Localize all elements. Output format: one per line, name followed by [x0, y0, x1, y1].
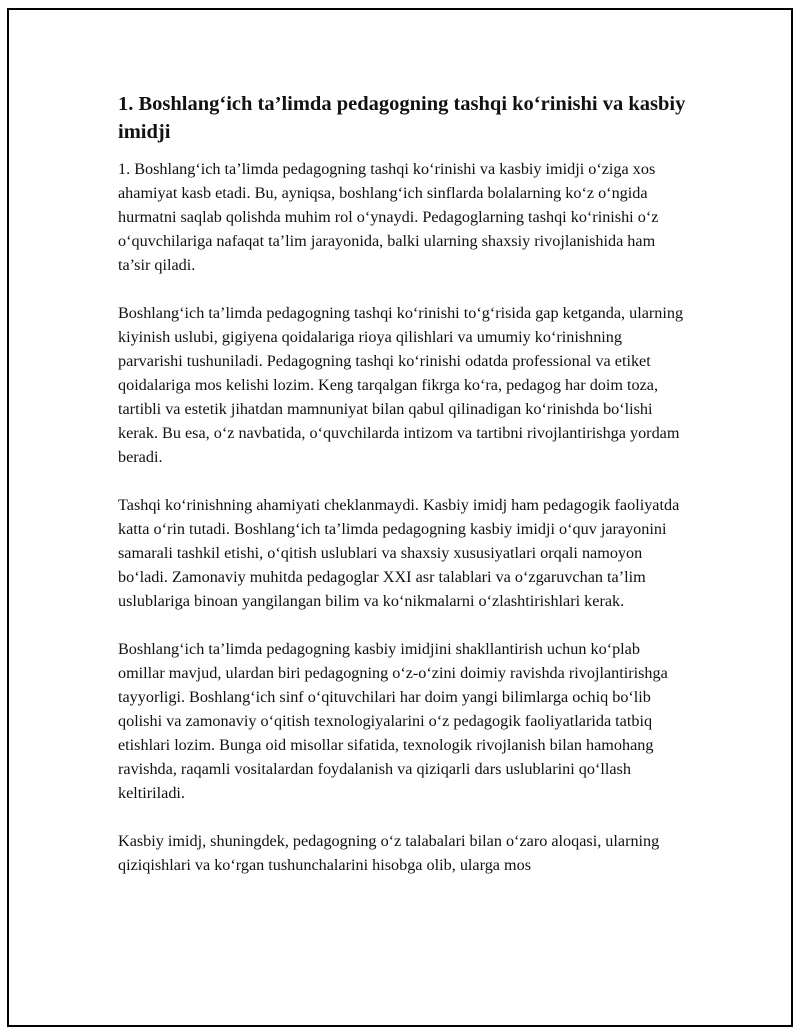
paragraph: Boshlang‘ich ta’limda pedagogning kasbiy imidjini shakllantirish uchun ko‘plab omillar mavjud, ulardan biri pedagogning o‘z-o‘zini doimiy ravishda rivojlantirishga tayyorligi. Boshlang‘ich sinf o‘qituvchilari har doim yangi bilimlarga ochiq bo‘lib qolishi va zamonaviy o‘qitish texnologiyalarini o‘z pedagogik faoliyatlarida tatbiq etishlari lozim. Bunga oid misollar sifatida, texnologik rivojlanish bilan hamohang ravishda, raqamli vositalardan foydalanish va qiziqarli dars uslublarini qo‘llash keltiriladi.: [118, 640, 668, 802]
paragraph: Kasbiy imidj, shuningdek, pedagogning o‘z talabalari bilan o‘zaro aloqasi, ularning qiziqishlari va ko‘rgan tushunchalarini hisobga olib, ularga mos: [118, 832, 660, 874]
document-body: [118, 90, 688, 901]
document-title: 1. Boshlang‘ich ta’limda pedagogning tashqi ko‘rinishi va kasbiy imidji: [118, 93, 686, 143]
paragraph: 1. Boshlang‘ich ta’limda pedagogning tashqi ko‘rinishi va kasbiy imidji o‘ziga xos ahamiyat kasb etadi. Bu, ayniqsa, boshlang‘ich sinflarda bolalarning ko‘z o‘ngida hurmatni saqlab qolishda muhim rol o‘ynaydi. Pedagoglarning tashqi ko‘rinishi o‘z o‘quvchilariga nafaqat ta’lim jarayonida, balki ularning shaxsiy rivojlanishida ham ta’sir qiladi.: [118, 160, 659, 274]
paragraph: Boshlang‘ich ta’limda pedagogning tashqi ko‘rinishi to‘g‘risida gap ketganda, ularning kiyinish uslubi, gigiyena qoidalariga rioya qilishlari va umumiy ko‘rinishning parvarishi tushuniladi. Pedagogning tashqi ko‘rinishi odatda professional va etiket qoidalariga mos kelishi lozim. Keng tarqalgan fikrga ko‘ra, pedagog har doim toza, tartibli va estetik jihatdan mamnuniyat bilan qabul qilinadigan ko‘rinishda bo‘lishi kerak. Bu esa, o‘z navbatida, o‘quvchilarda intizom va tartibni rivojlantirishga yordam beradi.: [118, 304, 684, 466]
paragraph: Tashqi ko‘rinishning ahamiyati cheklanmaydi. Kasbiy imidj ham pedagogik faoliyatda katta o‘rin tutadi. Boshlang‘ich ta’limda pedagogning kasbiy imidji o‘quv jarayonini samarali tashkil etishi, o‘qitish uslublari va shaxsiy xususiyatlari orqali namoyon bo‘ladi. Zamonaviy muhitda pedagoglar XXI asr talablari va o‘zgaruvchan ta’lim uslublariga binoan yangilangan bilim va ko‘nikmalarni o‘zlashtirishlari kerak.: [118, 496, 680, 610]
